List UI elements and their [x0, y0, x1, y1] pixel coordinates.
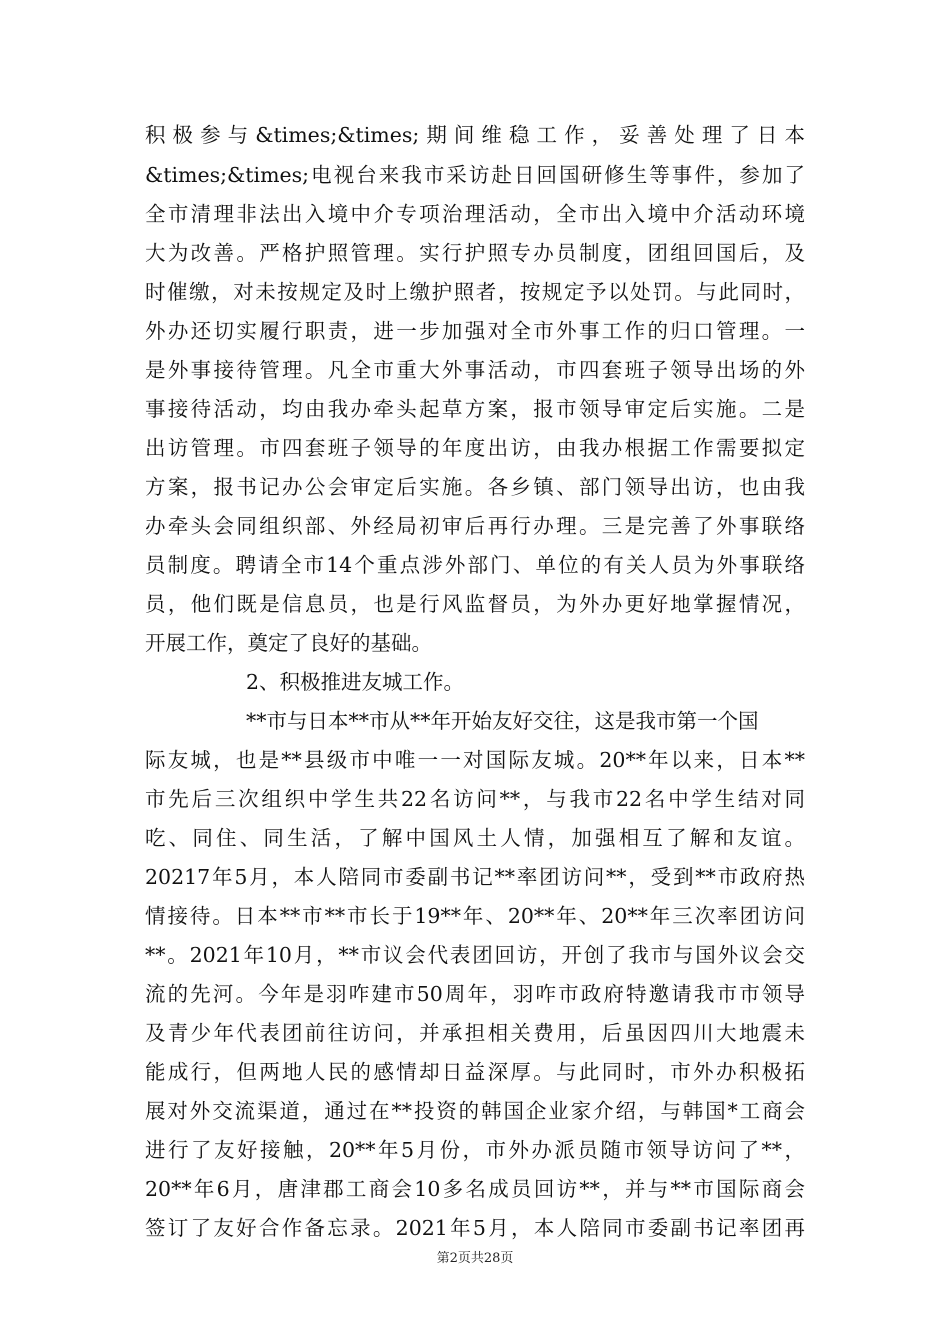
body-text-line: 签订了友好合作备忘录。2021年5月，本人陪同市委副书记率团再: [145, 1216, 805, 1240]
body-text-line: 展对外交流渠道，通过在**投资的韩国企业家介绍，与韩国*工商会: [145, 1099, 805, 1123]
body-text-line: 20**年6月，唐津郡工商会10多名成员回访**，并与**市国际商会: [145, 1177, 805, 1201]
body-text-line: 积极参与&times;&times;期间维稳工作，妥善处理了日本: [145, 123, 805, 147]
body-text-line: 进行了友好接触，20**年5月份，市外办派员随市领导访问了**，: [145, 1138, 805, 1162]
body-text-line: 际友城，也是**县级市中唯一一对国际友城。20**年以来，日本**: [145, 748, 805, 772]
body-text-line: **市与日本**市从**年开始友好交往，这是我市第一个国: [246, 709, 759, 733]
body-text-line: 吃、同住、同生活，了解中国风土人情，加强相互了解和友谊。: [145, 826, 805, 850]
body-text-line: 大为改善。严格护照管理。实行护照专办员制度，团组回国后，及: [145, 241, 805, 265]
body-text-line: 时催缴，对未按规定及时上缴护照者，按规定予以处罚。与此同时，: [145, 280, 805, 304]
body-text-line: 出访管理。市四套班子领导的年度出访，由我办根据工作需要拟定: [145, 436, 805, 460]
body-text-line: 全市清理非法出入境中介专项治理活动，全市出入境中介活动环境: [145, 202, 805, 226]
body-text-line: 情接待。日本**市**市长于19**年、20**年、20**年三次率团访问: [145, 904, 805, 928]
page-number-footer: 第2页共28页: [436, 1251, 514, 1266]
section-heading: 2、积极推进友城工作。: [246, 670, 465, 694]
body-text-line: 方案，报书记办公会审定后实施。各乡镇、部门领导出访，也由我: [145, 475, 805, 499]
body-text-line: 是外事接待管理。凡全市重大外事活动，市四套班子领导出场的外: [145, 358, 805, 382]
body-text-line: 员制度。聘请全市14个重点涉外部门、单位的有关人员为外事联络: [145, 553, 805, 577]
body-text-line: 开展工作，奠定了良好的基础。: [145, 631, 432, 655]
body-text-line: 事接待活动，均由我办牵头起草方案，报市领导审定后实施。二是: [145, 397, 805, 421]
body-text-line: 及青少年代表团前往访问，并承担相关费用，后虽因四川大地震未: [145, 1021, 805, 1045]
body-text-line: 办牵头会同组织部、外经局初审后再行办理。三是完善了外事联络: [145, 514, 805, 538]
body-text-line: 员，他们既是信息员，也是行风监督员，为外办更好地掌握情况，: [145, 592, 805, 616]
body-text-line: 市先后三次组织中学生共22名访问**，与我市22名中学生结对同: [145, 787, 805, 811]
body-text-line: 流的先河。今年是羽咋建市50周年，羽咋市政府特邀请我市市领导: [145, 982, 805, 1006]
body-text-line: 20217年5月，本人陪同市委副书记**率团访问**，受到**市政府热: [145, 865, 805, 889]
body-text-line: **。2021年10月，**市议会代表团回访，开创了我市与国外议会交: [145, 943, 805, 967]
body-text-line: 外办还切实履行职责，进一步加强对全市外事工作的归口管理。一: [145, 319, 805, 343]
body-text-line: 能成行，但两地人民的感情却日益深厚。与此同时，市外办积极拓: [145, 1060, 805, 1084]
body-text-line: &times;&times;电视台来我市采访赴日回国研修生等事件，参加了: [145, 163, 805, 187]
